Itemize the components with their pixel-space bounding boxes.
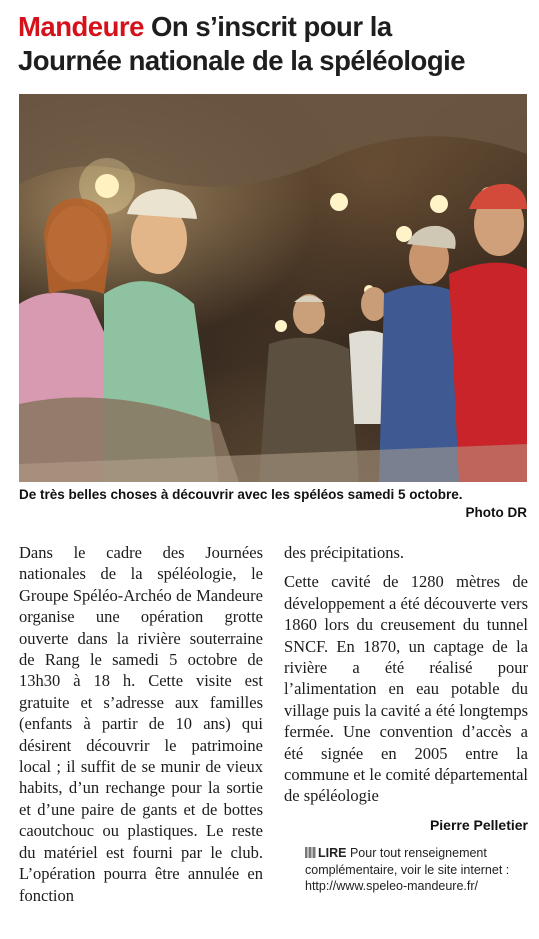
photo-caption [19, 486, 527, 522]
read-more-label: LIRE [318, 846, 347, 860]
headline-title-line1: On s’inscrit pour la [151, 11, 392, 42]
article-column-right [284, 542, 528, 807]
cave-photo-illustration [19, 94, 527, 482]
next-article-headline-fragment [19, 928, 259, 939]
headline-place: Mandeure [18, 11, 144, 42]
cut-off-headline-glyphs [19, 930, 259, 939]
author-signature: Pierre Pelletier [429, 817, 528, 833]
article-column-left [19, 542, 263, 906]
read-more-text: Pour tout renseignement complémentaire, voir le site internet : http://www.speleo-mandeure.fr/ [305, 846, 510, 893]
headline-title-line2: Journée nationale de la spéléologie [18, 45, 466, 76]
square-bullet-icon [305, 847, 316, 858]
caption-text: De très belles choses à découvrir avec les spéléos samedi 5 octobre. [19, 487, 463, 502]
headline [18, 10, 533, 78]
article-paragraph-continued: des précipitations. [284, 543, 405, 562]
article-paragraph: Dans le cadre des Journées nationales de la spéléologie, le Groupe Spéléo-Archéo de Mandeure organise une opération grotte ouverte dans la rivière souterraine de Rang le samedi 5 octobre de 13h30 à 18 h. Cette visite est gratuite et s’adresse aux familles (enfants à partir de 10 ans) qui désirent découvrir le patrimoine local ; il suffit de se munir de vieux habits, d’un rechange pour la sortie et d’une paire de gants et de bottes caoutchouc ou plastiques. Le reste du matériel est fourni par le club. L’opération pourra être annulée en fonction [19, 543, 263, 905]
photo-credit: Photo DR [465, 505, 527, 520]
article-paragraph: Cette cavité de 1280 mètres de développement a été découverte vers 1860 lors du creusement du tunnel SNCF. En 1870, un captage de la rivière a été réalisé pour l’alimentation en eau potable du village puis la cavité a été longtemps fermée. Une convention d’accès a été signée en 2005 entre la commune et le comité départemental de spéléologie [284, 572, 528, 806]
cave-photo [19, 94, 527, 482]
read-more-box [305, 845, 525, 895]
